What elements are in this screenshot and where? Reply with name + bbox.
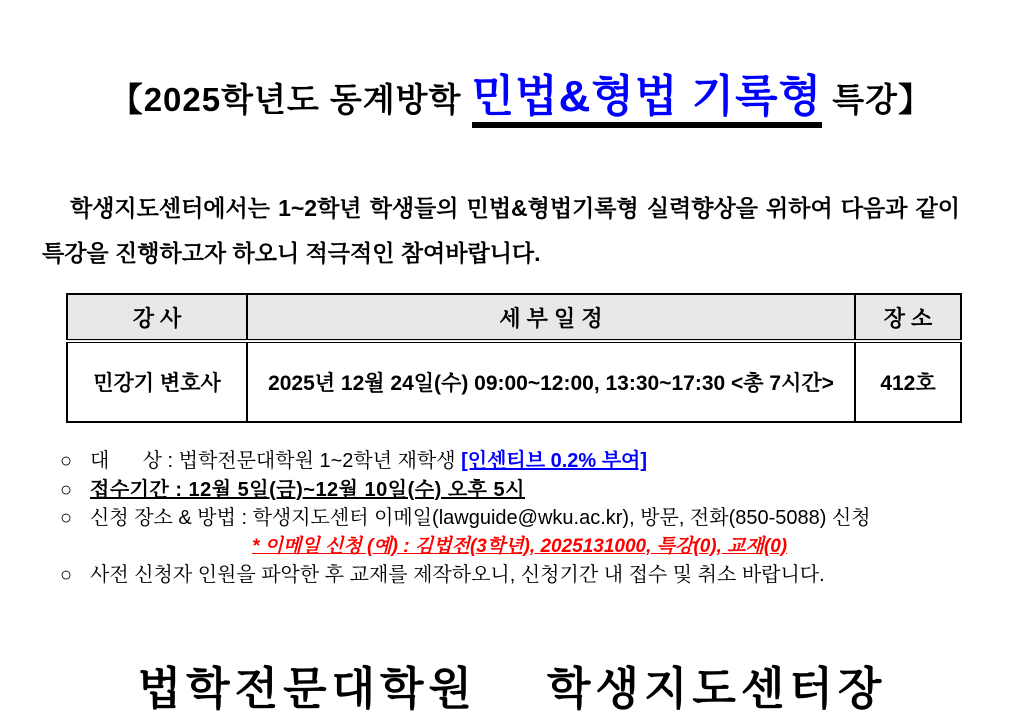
header-schedule: 세 부 일 정 <box>247 294 855 341</box>
apply-text: 신청 장소 & 방법 : 학생지도센터 이메일(lawguide@wku.ac.kr), 방문, 전화(850-5088) 신청 <box>90 507 871 529</box>
incentive-highlight: [인센티브 0.2% 부여] <box>461 450 648 472</box>
title-prefix: 【2025학년도 동계방학 <box>109 81 472 118</box>
intro-paragraph: 학생지도센터에서는 1~2학년 학생들의 민법&형법기록형 실력향상을 위하여 다음과 같이 특강을 진행하고자 하오니 적극적인 참여바랍니다. <box>42 195 960 266</box>
page-title <box>0 0 1024 142</box>
cell-instructor: 민강기 변호사 <box>67 341 247 422</box>
period-text: 접수기간 : 12월 5일(금)~12월 10일(수) 오후 5시 <box>90 478 525 501</box>
header-instructor: 강 사 <box>67 294 247 341</box>
bullet-apply <box>60 504 984 533</box>
title-highlight: 민법&형법 기록형 <box>472 72 823 128</box>
schedule-table <box>66 293 962 423</box>
cell-schedule: 2025년 12월 24일(수) 09:00~12:00, 13:30~17:30 <총 7시간> <box>247 341 855 422</box>
bullet-period <box>60 476 984 505</box>
table-row <box>67 341 961 422</box>
email-example-note: * 이메일 신청 (예) : 김법전(3학년), 2025131000, 특강(0), 교재(0) <box>252 535 788 557</box>
circle-bullet-icon: ○ <box>60 507 73 529</box>
table-header-row <box>67 294 961 341</box>
circle-bullet-icon: ○ <box>60 564 73 586</box>
circle-bullet-icon: ○ <box>60 478 73 501</box>
target-text <box>90 447 647 476</box>
cell-place: 412호 <box>855 341 961 422</box>
notice-text: 사전 신청자 인원을 파악한 후 교재를 제작하오니, 신청기간 내 접수 및 취소 바랍니다. <box>90 564 825 586</box>
bullet-notice <box>60 561 984 590</box>
header-place: 장 소 <box>855 294 961 341</box>
signature: 법학전문대학원 학생지도센터장 <box>137 662 887 714</box>
title-suffix: 특강】 <box>822 81 933 118</box>
target-label: 대 상 : 법학전문대학원 1~2학년 재학생 <box>90 450 462 472</box>
bullet-target <box>60 447 984 476</box>
circle-bullet-icon: ○ <box>60 450 73 472</box>
bullet-list <box>60 447 984 590</box>
